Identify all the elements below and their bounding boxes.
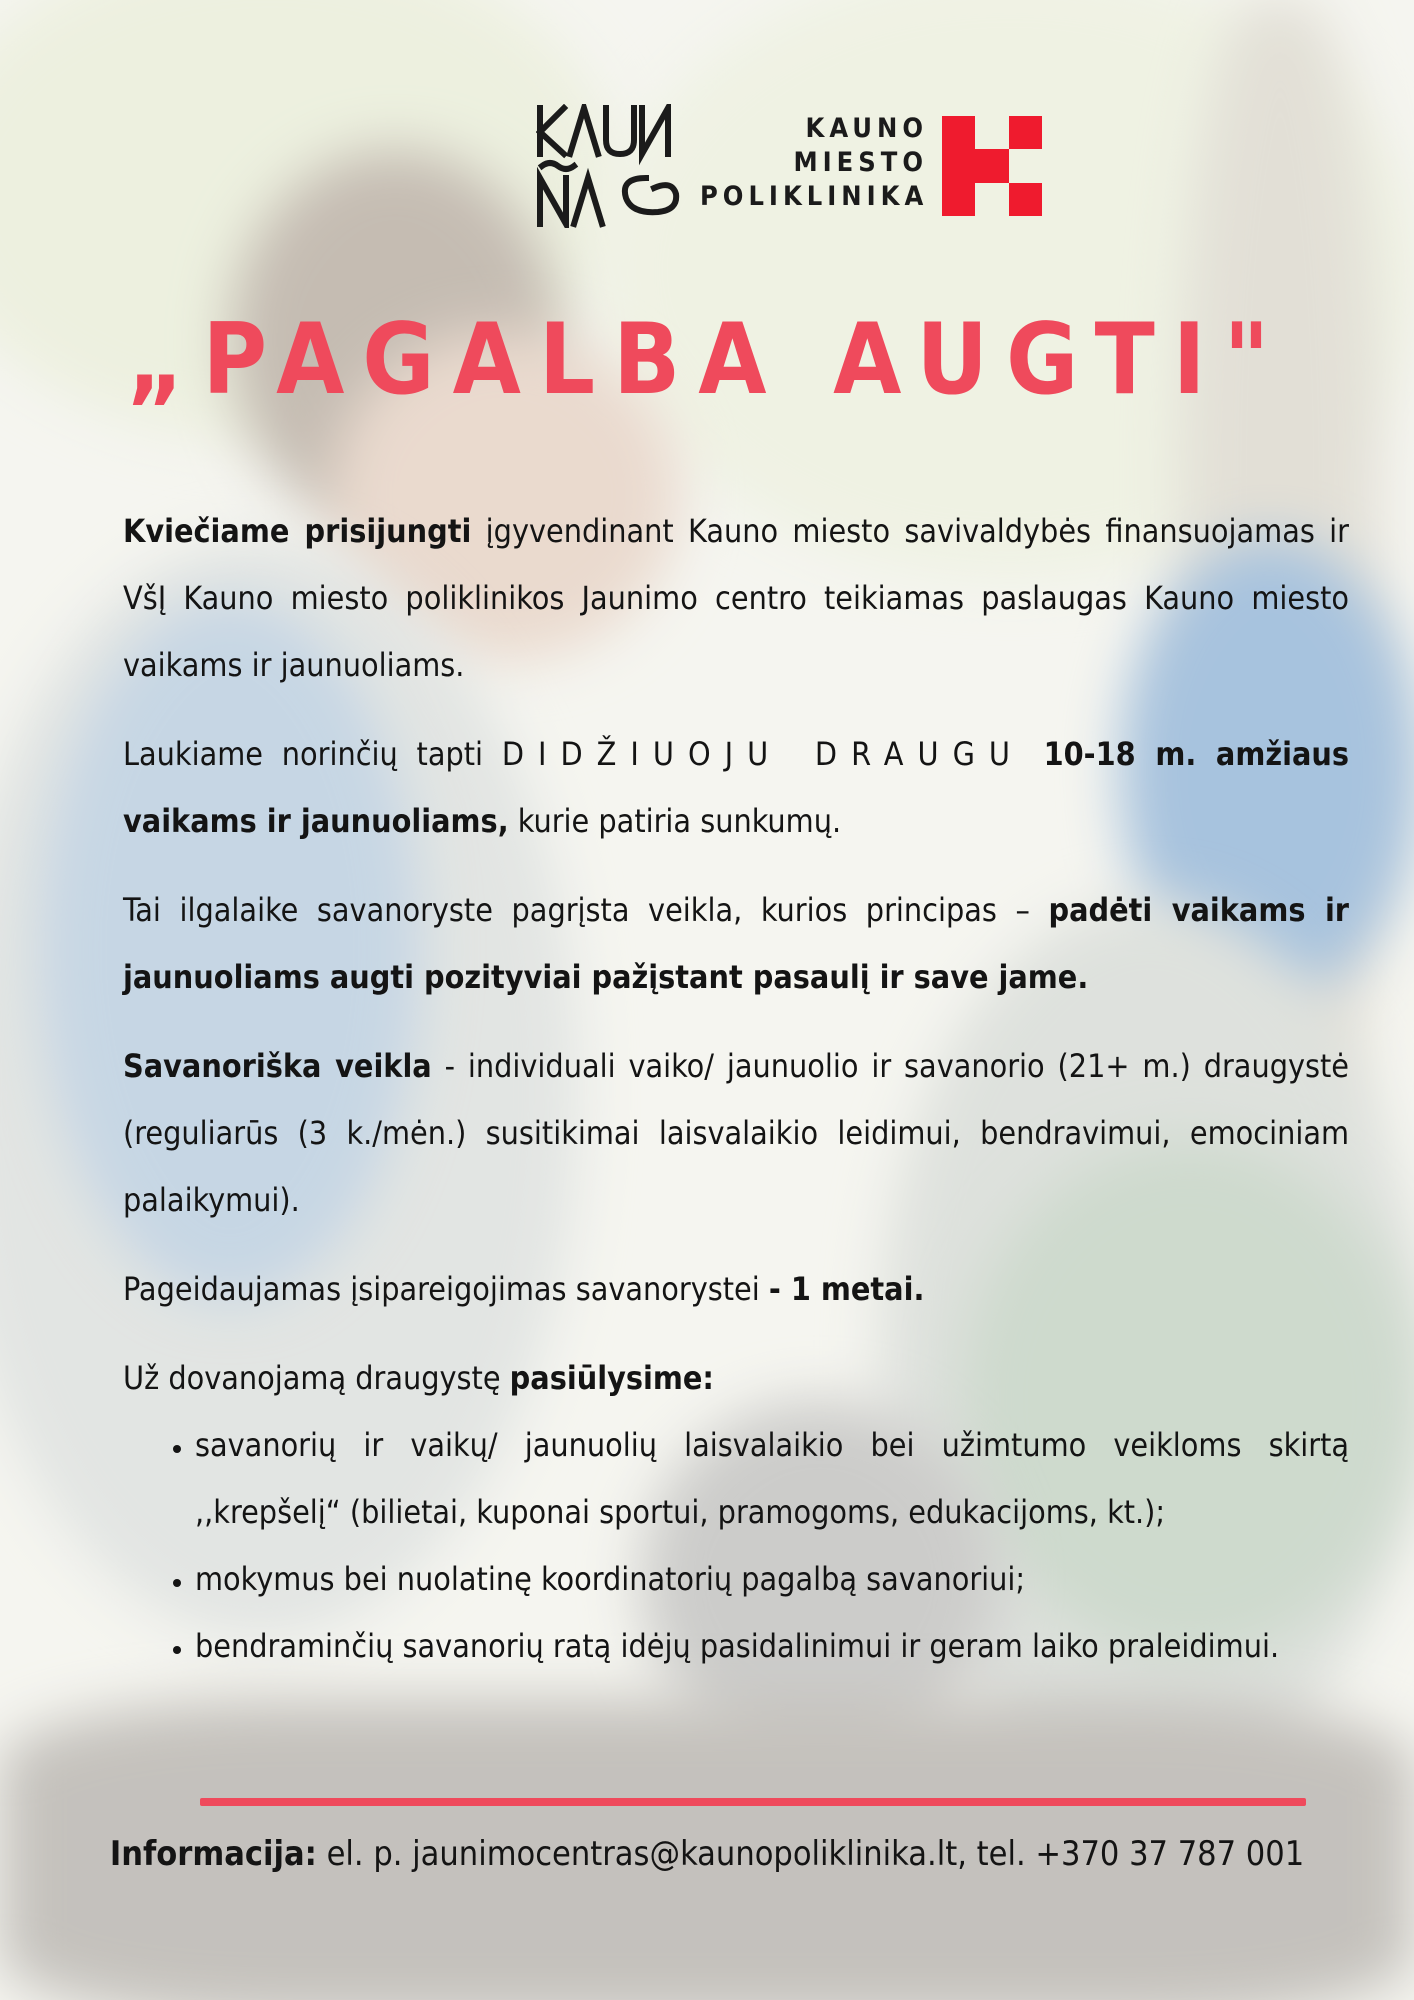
list-item: • bendraminčių savanorių ratą idėjų pasidalinimui ir geram laiko praleidimui. (195, 1613, 1349, 1680)
commitment-paragraph: Pageidaujamas įsipareigojimas savanorystei - 1 metai. (123, 1270, 925, 1308)
divider (200, 1798, 1306, 1806)
offer-intro: Už dovanojamą draugystę pasiūlysime: (123, 1359, 714, 1397)
kaunas-city-logo (536, 104, 686, 228)
offer-list (123, 1412, 1349, 1680)
contact-info: Informacija: el. p. jaunimocentras@kaunopoliklinika.lt, tel. +370 37 787 001 (109, 1834, 1305, 1874)
kmp-cross-logo (942, 116, 1042, 216)
page-title: „PAGALBA AUGTI" (126, 303, 1288, 417)
activity-paragraph: Savanoriška veikla - individuali vaiko/ jaunuolio ir savanorio (21+ m.) draugystė (reguliarūs (3 k./mėn.) susitikimai laisvalaikio leidimui, bendravimui, emociniam palaikymui). (123, 1047, 1349, 1219)
list-item: • savanorių ir vaikų/ jaunuolių laisvalaikio bei užimtumo veikloms skirtą ,,krepšelį“ (bilietai, kuponai sportui, pramogoms, edukacijoms, kt.); (195, 1412, 1349, 1546)
list-item: • mokymus bei nuolatinę koordinatorių pagalbą savanoriui; (195, 1546, 1349, 1613)
intro-paragraph: Kviečiame prisijungti įgyvendinant Kauno miesto savivaldybės finansuojamas ir VšĮ Kauno miesto poliklinikos Jaunimo centro teikiamas paslaugas Kauno miesto vaikams ir jaunuoliams. (123, 512, 1350, 684)
kmp-wordmark: KAUNO MIESTO POLIKLINIKA (700, 113, 929, 212)
principle-paragraph: Tai ilgalaike savanoryste pagrįsta veikla, kurios principas – padėti vaikams ir jaunuoliams augti pozityviai pažįstant pasaulį ir save jame. (123, 891, 1350, 996)
body-text (123, 498, 1349, 1680)
logo-bar (0, 104, 1414, 234)
big-friend-paragraph: Laukiame norinčių tapti DIDŽIUOJU DRAUGU 10-18 m. amžiaus vaikams ir jaunuoliams, kurie patiria sunkumų. (123, 735, 1350, 840)
